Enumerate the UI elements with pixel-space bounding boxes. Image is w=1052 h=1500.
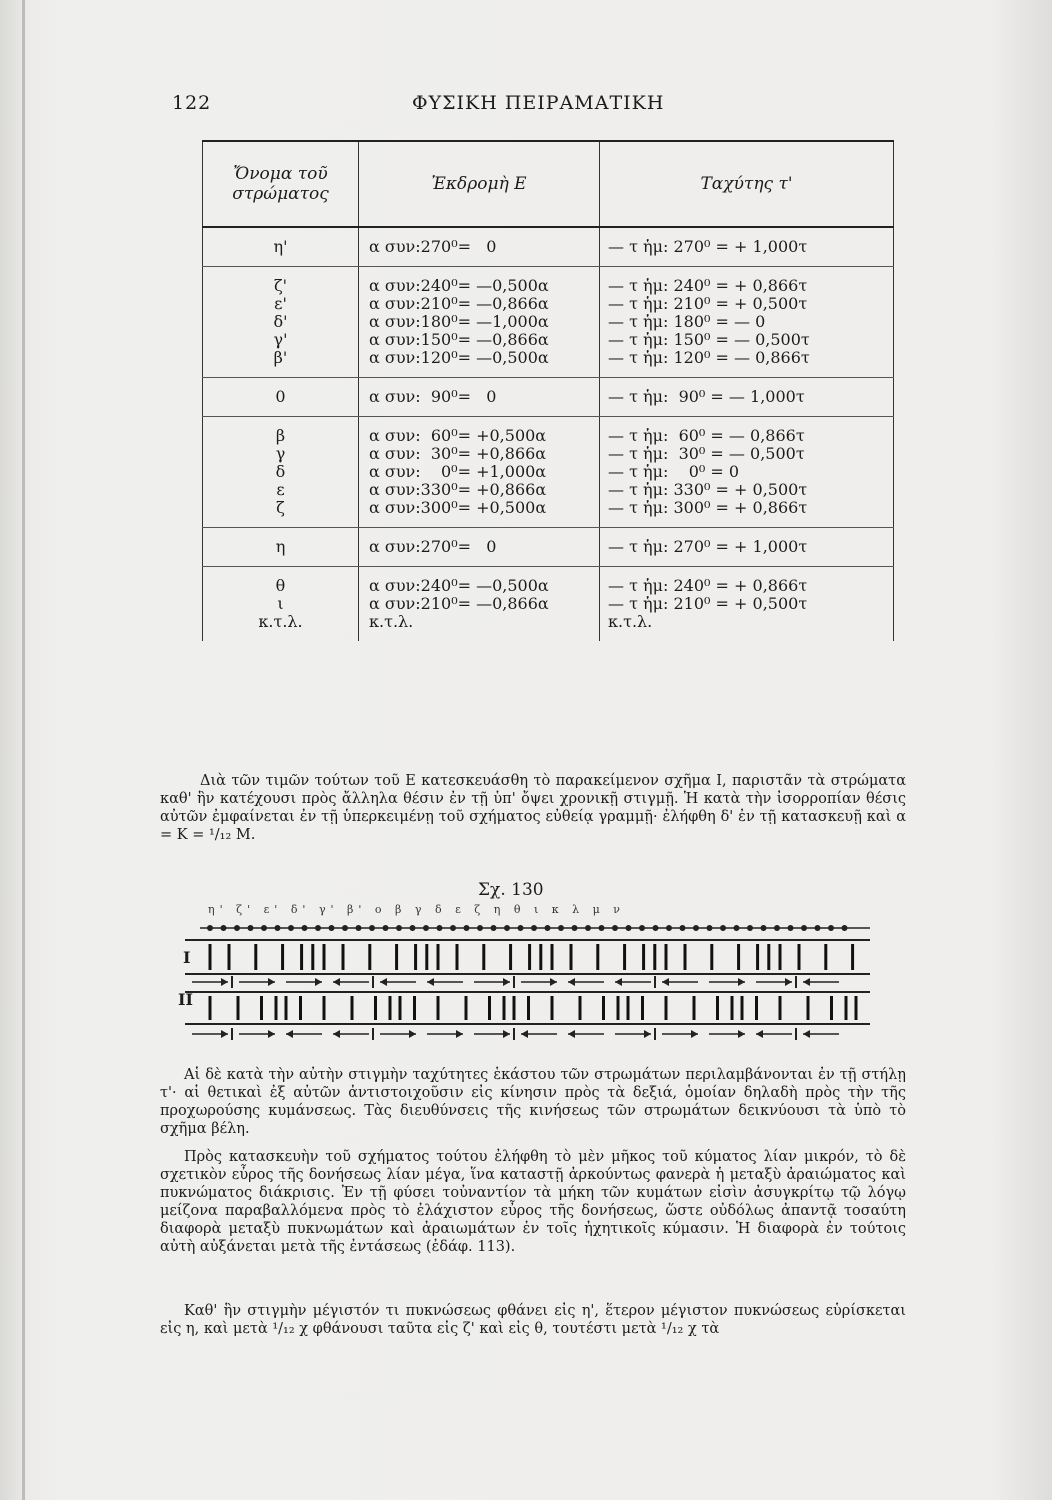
- values-table: [202, 140, 894, 641]
- arrow-head: [785, 978, 792, 986]
- cell-line: γ': [273, 330, 288, 349]
- figure-layer-letters: η' ζ' ε' δ' γ' β' ο β γ δ ε ζ η θ ι κ λ μ ν: [208, 903, 625, 916]
- cell-line: ζ': [273, 276, 288, 295]
- excursion-cell: [359, 528, 600, 567]
- cell-line: α συν:270⁰= 0: [369, 537, 497, 556]
- paragraph-2: [160, 1066, 906, 1138]
- cell-line: α συν:240⁰= —0,500α: [369, 276, 549, 295]
- arrow-head: [503, 1030, 510, 1038]
- cell-line: — τ ἡμ: 210⁰ = + 0,500τ: [608, 594, 808, 613]
- arrow-head: [568, 978, 575, 986]
- cell-line: α συν:120⁰= —0,500α: [369, 348, 549, 367]
- cell-line: — τ ἡμ: 60⁰ = — 0,866τ: [608, 426, 805, 445]
- binding-edge: [22, 0, 25, 1500]
- cell-line: κ.τ.λ.: [608, 612, 653, 631]
- velocity-cell: [600, 567, 894, 642]
- layer-dot: [221, 925, 227, 931]
- velocity-arrows-1: [192, 976, 839, 988]
- cell-line: α συν:210⁰= —0,866α: [369, 294, 549, 313]
- header-velocity: Ταχύτης τ': [600, 141, 894, 227]
- velocity-cell: [600, 267, 894, 378]
- layer-dot: [261, 925, 267, 931]
- layer-name-cell: [203, 227, 359, 267]
- layer-dot: [693, 925, 699, 931]
- velocity-cell: [600, 227, 894, 267]
- velocity-cell: [600, 378, 894, 417]
- cell-line: — τ ἡμ: 270⁰ = + 1,000τ: [608, 537, 808, 556]
- paragraph-text: Διὰ τῶν τιμῶν τούτων τοῦ Ε κατεσκευάσθη τὸ παρακείμενον σχῆμα Ι, παριστᾶν τὰ στρώματα καθ' ἣν κατέχουσι πρὸς ἄλληλα θέσιν ἐν τῇ ὑπ' ὄψει χρονικῇ στιγμῇ. Ἡ κατὰ τὴν ἰσορροπίαν θέσις αὐτῶν ἐμφαίνεται ἐν τῇ ὑπερκειμένῃ τοῦ σχήματος εὐθείᾳ γραμμῇ· ἐλήφθη δ' ἐν τῇ κατασκευῇ καὶ α = Κ = ¹/₁₂ Μ.: [160, 773, 906, 843]
- cell-line: κ.τ.λ.: [258, 612, 303, 631]
- arrow-head: [756, 1030, 763, 1038]
- arrow-head: [803, 978, 810, 986]
- arrow-head: [221, 978, 228, 986]
- cell-line: α συν: 90⁰= 0: [369, 387, 497, 406]
- figure-row-label-1: I: [183, 948, 191, 967]
- table-row: [203, 267, 894, 378]
- layer-dot: [410, 925, 416, 931]
- cell-line: — τ ἡμ: 180⁰ = — 0: [608, 312, 766, 331]
- table-row: [203, 378, 894, 417]
- cell-line: α συν:180⁰= —1,000α: [369, 312, 549, 331]
- paragraph-3: [160, 1148, 906, 1256]
- table-row: [203, 227, 894, 267]
- arrow-head: [409, 1030, 416, 1038]
- cell-line: ε': [274, 294, 287, 313]
- figure-row-label-2: II: [178, 990, 193, 1009]
- layer-dot: [666, 925, 672, 931]
- excursion-cell: [359, 417, 600, 528]
- arrow-head: [268, 978, 275, 986]
- layer-name-cell: [203, 528, 359, 567]
- velocity-arrows-2: [192, 1028, 839, 1040]
- layer-dot: [302, 925, 308, 931]
- arrow-head: [315, 978, 322, 986]
- cell-line: — τ ἡμ: 210⁰ = + 0,500τ: [608, 294, 808, 313]
- layer-dot: [653, 925, 659, 931]
- layer-dot: [423, 925, 429, 931]
- cell-line: — τ ἡμ: 270⁰ = + 1,000τ: [608, 237, 808, 256]
- running-title: ΦΥΣΙΚΗ ΠΕΙΡΑΜΑΤΙΚΗ: [412, 92, 665, 114]
- layer-dot: [815, 925, 821, 931]
- cell-line: α συν: 0⁰= +1,000α: [369, 462, 547, 481]
- layer-dot: [248, 925, 254, 931]
- layer-dot: [477, 925, 483, 931]
- layer-dot: [734, 925, 740, 931]
- cell-line: — τ ἡμ: 0⁰ = 0: [608, 462, 740, 481]
- cell-line: — τ ἡμ: 120⁰ = — 0,866τ: [608, 348, 810, 367]
- cell-line: — τ ἡμ: 240⁰ = + 0,866τ: [608, 576, 808, 595]
- cell-line: — τ ἡμ: 300⁰ = + 0,866τ: [608, 498, 808, 517]
- arrow-head: [286, 1030, 293, 1038]
- arrow-head: [221, 1030, 228, 1038]
- cell-line: η': [273, 237, 288, 256]
- layer-dot: [356, 925, 362, 931]
- table-row: [203, 567, 894, 642]
- layer-dot: [491, 925, 497, 931]
- layer-dot: [288, 925, 294, 931]
- layer-dot: [707, 925, 713, 931]
- arrow-head: [503, 978, 510, 986]
- paragraph-4: [160, 1302, 906, 1338]
- paragraph-1: [160, 772, 906, 844]
- cell-line: β: [275, 426, 286, 445]
- excursion-cell: [359, 567, 600, 642]
- cell-line: η: [275, 537, 286, 556]
- layer-dot: [315, 925, 321, 931]
- table-body: [203, 227, 894, 641]
- layer-dot: [504, 925, 510, 931]
- layer-dot: [599, 925, 605, 931]
- cell-line: α συν: 60⁰= +0,500α: [369, 426, 547, 445]
- layer-dot: [639, 925, 645, 931]
- layer-dot: [612, 925, 618, 931]
- cell-line: — τ ἡμ: 240⁰ = + 0,866τ: [608, 276, 808, 295]
- layer-lines-2: [210, 996, 856, 1020]
- cell-line: γ: [275, 444, 286, 463]
- cell-line: κ.τ.λ.: [369, 612, 414, 631]
- layer-lines-1: [210, 944, 853, 970]
- cell-line: α συν:150⁰= —0,866α: [369, 330, 549, 349]
- velocity-cell: [600, 528, 894, 567]
- layer-dot: [720, 925, 726, 931]
- arrow-head: [456, 1030, 463, 1038]
- layer-name-cell: [203, 567, 359, 642]
- cell-line: α συν:330⁰= +0,866α: [369, 480, 547, 499]
- paragraph-text: Πρὸς κατασκευὴν τοῦ σχήματος τούτου ἐλήφθη τὸ μὲν μῆκος τοῦ κύματος λίαν μικρόν, τὸ δὲ σχετικὸν εὖρος τῆς δονήσεως λίαν μέγα, ἵνα καταστῇ ἀρκούντως φανερὰ ἡ μεταξὺ ἀραιώματος καὶ πυκνώματος διάκρισις. Ἐν τῇ φύσει τοὐναντίον τὰ μήκη τῶν κυμάτων εἰσὶν ἀσυγκρίτῳ τῷ λόγῳ μείζονα παραβαλλόμενα πρὸς τὸ ἐλάχιστον εὖρος τῆς δονήσεως, ὥστε οὐδόλως ἀπαντᾷ τοσαύτη διαφορὰ μεταξὺ πυκνωμάτων καὶ ἀραιωμάτων ἐν τοῖς ἠχητικοῖς κύμασιν. Ἡ διαφορὰ ἐν τούτοις αὐτὴ αὐξάνεται μετὰ τῆς ἐντάσεως (ἐδάφ. 113).: [160, 1149, 906, 1255]
- cell-line: — τ ἡμ: 330⁰ = + 0,500τ: [608, 480, 808, 499]
- excursion-cell: [359, 227, 600, 267]
- header-layer-name: Ὄνομα τοῦ στρώματος: [203, 141, 359, 227]
- arrow-head: [427, 978, 434, 986]
- layer-dot: [531, 925, 537, 931]
- cell-line: θ: [275, 576, 286, 595]
- arrow-head: [803, 1030, 810, 1038]
- layer-dot: [842, 925, 848, 931]
- layer-dot: [329, 925, 335, 931]
- figure-caption: Σχ. 130: [478, 880, 544, 900]
- arrow-head: [568, 1030, 575, 1038]
- cell-line: ζ: [276, 498, 285, 517]
- excursion-cell: [359, 267, 600, 378]
- layer-name-cell: [203, 417, 359, 528]
- layer-dot: [207, 925, 213, 931]
- layer-name-cell: [203, 267, 359, 378]
- arrow-head: [521, 1030, 528, 1038]
- paragraph-text: Καθ' ἣν στιγμὴν μέγιστόν τι πυκνώσεως φθάνει εἰς η', ἕτερον μέγιστον πυκνώσεως εὑρίσκεται εἰς η, καὶ μετὰ ¹/₁₂ χ φθάνουσι ταῦτα εἰς ζ' καὶ εἰς θ, τουτέστι μετὰ ¹/₁₂ χ τὰ: [160, 1303, 906, 1337]
- arrow-head: [268, 1030, 275, 1038]
- layer-dot: [788, 925, 794, 931]
- cell-line: α συν:240⁰= —0,500α: [369, 576, 549, 595]
- arrow-head: [738, 1030, 745, 1038]
- cell-line: β': [273, 348, 288, 367]
- excursion-cell: [359, 378, 600, 417]
- arrow-head: [738, 978, 745, 986]
- cell-line: ε: [276, 480, 285, 499]
- arrow-head: [644, 1030, 651, 1038]
- arrow-head: [615, 978, 622, 986]
- layer-dot: [558, 925, 564, 931]
- layer-dot: [342, 925, 348, 931]
- layer-dot: [369, 925, 375, 931]
- layer-dot: [234, 925, 240, 931]
- layer-dot: [545, 925, 551, 931]
- wave-figure: [180, 918, 880, 1048]
- layer-dot: [747, 925, 753, 931]
- layer-dot: [518, 925, 524, 931]
- layer-dot: [680, 925, 686, 931]
- layer-dot: [383, 925, 389, 931]
- table-row: [203, 417, 894, 528]
- page-number: 122: [172, 92, 212, 114]
- arrow-head: [333, 978, 340, 986]
- arrow-head: [333, 1030, 340, 1038]
- layer-dot: [396, 925, 402, 931]
- cell-line: ι: [277, 594, 284, 613]
- layer-dot: [828, 925, 834, 931]
- cell-line: — τ ἡμ: 150⁰ = — 0,500τ: [608, 330, 810, 349]
- layer-dot: [626, 925, 632, 931]
- layer-dot: [450, 925, 456, 931]
- arrow-head: [662, 978, 669, 986]
- running-header: [172, 92, 872, 122]
- layer-dot: [437, 925, 443, 931]
- layer-dot: [464, 925, 470, 931]
- cell-line: α συν:300⁰= +0,500α: [369, 498, 547, 517]
- cell-line: 0: [275, 387, 286, 406]
- cell-line: δ: [275, 462, 286, 481]
- layer-dot: [275, 925, 281, 931]
- paragraph-text: Αἱ δὲ κατὰ τὴν αὐτὴν στιγμὴν ταχύτητες ἑκάστου τῶν στρωμάτων περιλαμβάνονται ἐν τῇ στήλῃ τ'· αἱ θετικαὶ ἐξ αὐτῶν ἀντιστοιχοῦσιν εἰς κίνησιν πρὸς τὰ δεξιά, ὁμοίαν δηλαδὴ πρὸς τὴν τῆς προχωρούσης κυμάνσεως. Τὰς διευθύνσεις τῆς κινήσεως τῶν στρωμάτων δεικνύουσι τὰ ὑπὸ τὸ σχῆμα βέλη.: [160, 1067, 906, 1137]
- layer-dot: [774, 925, 780, 931]
- layer-dot: [761, 925, 767, 931]
- layer-name-cell: [203, 378, 359, 417]
- cell-line: — τ ἡμ: 30⁰ = — 0,500τ: [608, 444, 805, 463]
- header-excursion: Ἐκδρομὴ Ε: [359, 141, 600, 227]
- cell-line: α συν:210⁰= —0,866α: [369, 594, 549, 613]
- layer-dot: [801, 925, 807, 931]
- cell-line: δ': [273, 312, 288, 331]
- velocity-cell: [600, 417, 894, 528]
- arrow-head: [550, 978, 557, 986]
- cell-line: — τ ἡμ: 90⁰ = — 1,000τ: [608, 387, 805, 406]
- cell-line: α συν:270⁰= 0: [369, 237, 497, 256]
- cell-line: α συν: 30⁰= +0,866α: [369, 444, 547, 463]
- table-row: [203, 528, 894, 567]
- layer-dot: [572, 925, 578, 931]
- arrow-head: [691, 1030, 698, 1038]
- arrow-head: [380, 978, 387, 986]
- layer-dot: [585, 925, 591, 931]
